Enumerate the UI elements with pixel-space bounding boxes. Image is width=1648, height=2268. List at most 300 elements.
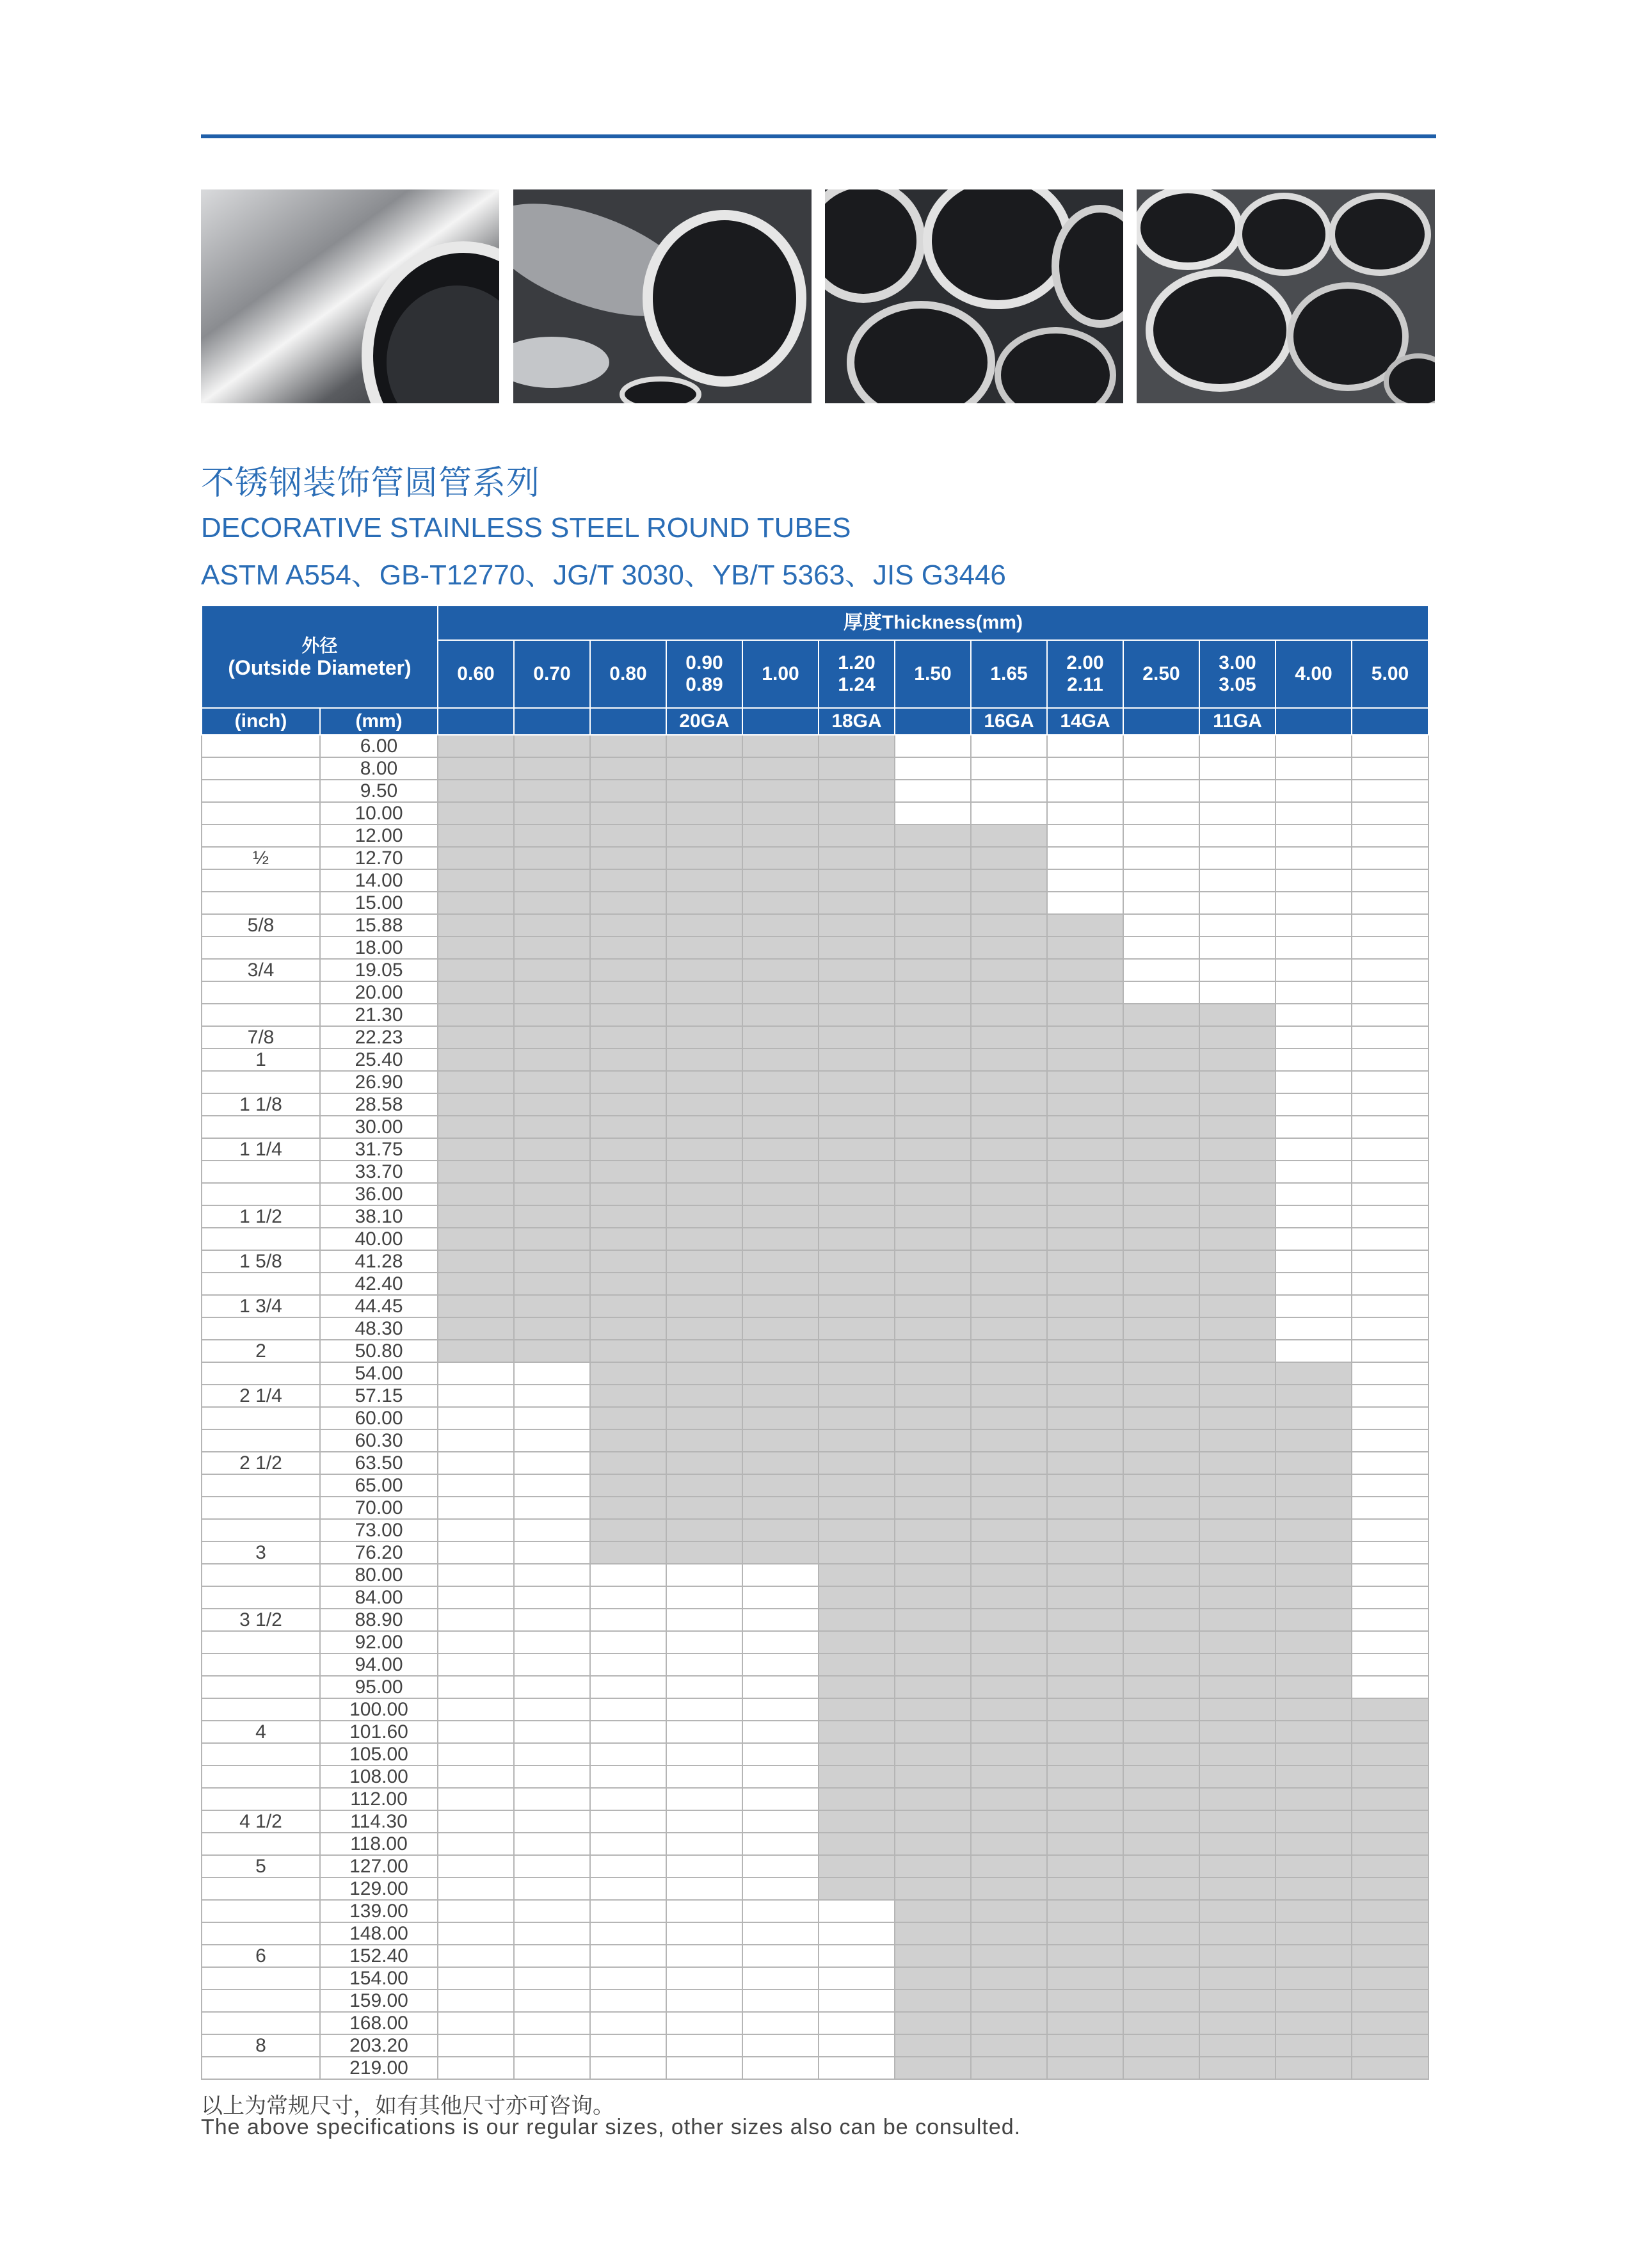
unavailable-cell	[895, 735, 971, 757]
unavailable-cell	[514, 1407, 590, 1429]
available-cell	[971, 1631, 1047, 1653]
available-cell	[971, 1452, 1047, 1474]
available-cell	[1047, 1990, 1123, 2012]
unavailable-cell	[1123, 802, 1199, 824]
thickness-col-8	[1047, 640, 1123, 708]
available-cell	[666, 1071, 742, 1093]
unavailable-cell	[1352, 1093, 1428, 1116]
inch-cell	[202, 1900, 320, 1922]
mm-cell: 21.30	[320, 1004, 438, 1026]
unavailable-cell	[514, 1967, 590, 1990]
unavailable-cell	[1276, 1116, 1352, 1138]
available-cell	[666, 1116, 742, 1138]
unavailable-cell	[742, 1788, 819, 1810]
available-cell	[742, 1049, 819, 1071]
table-row	[202, 1385, 1428, 1407]
available-cell	[514, 1273, 590, 1295]
mm-cell: 65.00	[320, 1474, 438, 1497]
unavailable-cell	[514, 1362, 590, 1385]
available-cell	[1276, 1586, 1352, 1609]
table-row	[202, 1833, 1428, 1855]
available-cell	[1352, 1855, 1428, 1878]
available-cell	[895, 1900, 971, 1922]
available-cell	[438, 1161, 514, 1183]
thickness-value: 0.80	[609, 663, 647, 684]
available-cell	[1276, 1743, 1352, 1765]
available-cell	[1123, 1004, 1199, 1026]
unavailable-cell	[438, 1922, 514, 1945]
table-row	[202, 1407, 1428, 1429]
available-cell	[895, 1609, 971, 1631]
unavailable-cell	[1199, 824, 1276, 847]
available-cell	[666, 1228, 742, 1250]
inch-cell	[202, 1676, 320, 1698]
unavailable-cell	[666, 1922, 742, 1945]
available-cell	[1047, 1183, 1123, 1205]
available-cell	[1276, 1698, 1352, 1721]
available-cell	[971, 1228, 1047, 1250]
unavailable-cell	[514, 1900, 590, 1922]
tube-photo-4	[1137, 189, 1435, 403]
available-cell	[514, 981, 590, 1004]
available-cell	[438, 1228, 514, 1250]
unavailable-cell	[514, 1765, 590, 1788]
available-cell	[971, 1810, 1047, 1833]
table-row	[202, 1698, 1428, 1721]
available-cell	[742, 1250, 819, 1273]
available-cell	[1047, 1788, 1123, 1810]
mm-cell: 57.15	[320, 1385, 438, 1407]
mm-cell: 38.10	[320, 1205, 438, 1228]
available-cell	[895, 1116, 971, 1138]
available-cell	[1047, 1295, 1123, 1317]
table-row	[202, 2034, 1428, 2057]
mm-cell: 14.00	[320, 869, 438, 892]
mm-cell: 70.00	[320, 1497, 438, 1519]
available-cell	[742, 1161, 819, 1183]
inch-cell	[202, 1967, 320, 1990]
table-row	[202, 1743, 1428, 1765]
available-cell	[590, 1429, 666, 1452]
available-cell	[590, 1161, 666, 1183]
available-cell	[666, 914, 742, 937]
unavailable-cell	[1199, 892, 1276, 914]
available-cell	[1047, 2012, 1123, 2034]
available-cell	[666, 1183, 742, 1205]
inch-cell	[202, 892, 320, 914]
thickness-col-1	[514, 640, 590, 708]
unavailable-cell	[514, 1474, 590, 1497]
available-cell	[514, 1183, 590, 1205]
available-cell	[1047, 1116, 1123, 1138]
unavailable-cell	[590, 1631, 666, 1653]
unavailable-cell	[742, 1945, 819, 1967]
table-row	[202, 869, 1428, 892]
available-cell	[1123, 1833, 1199, 1855]
available-cell	[590, 1497, 666, 1519]
mm-cell: 44.45	[320, 1295, 438, 1317]
available-cell	[742, 1541, 819, 1564]
table-row	[202, 1474, 1428, 1497]
available-cell	[895, 1205, 971, 1228]
available-cell	[971, 1161, 1047, 1183]
available-cell	[895, 1161, 971, 1183]
available-cell	[895, 1183, 971, 1205]
unavailable-cell	[1276, 802, 1352, 824]
unavailable-cell	[590, 2057, 666, 2079]
available-cell	[819, 1004, 895, 1026]
mm-cell: 92.00	[320, 1631, 438, 1653]
mm-cell: 159.00	[320, 1990, 438, 2012]
available-cell	[666, 802, 742, 824]
available-cell	[1123, 2034, 1199, 2057]
available-cell	[1276, 2057, 1352, 2079]
available-cell	[666, 937, 742, 959]
unavailable-cell	[1199, 914, 1276, 937]
available-cell	[819, 1138, 895, 1161]
available-cell	[971, 1116, 1047, 1138]
table-row	[202, 1250, 1428, 1273]
thickness-value-alt: 3.05	[1219, 674, 1256, 695]
available-cell	[666, 1497, 742, 1519]
available-cell	[1047, 1138, 1123, 1161]
available-cell	[666, 892, 742, 914]
available-cell	[819, 1273, 895, 1295]
available-cell	[819, 1878, 895, 1900]
table-row	[202, 1429, 1428, 1452]
inch-cell	[202, 1922, 320, 1945]
inch-cell: 1	[202, 1049, 320, 1071]
available-cell	[1199, 1721, 1276, 1743]
unavailable-cell	[666, 1945, 742, 1967]
available-cell	[438, 1071, 514, 1093]
available-cell	[1276, 1541, 1352, 1564]
unavailable-cell	[819, 1967, 895, 1990]
available-cell	[971, 1765, 1047, 1788]
available-cell	[1123, 1586, 1199, 1609]
thickness-value: 2.50	[1142, 663, 1180, 684]
available-cell	[1047, 981, 1123, 1004]
available-cell	[1352, 1922, 1428, 1945]
unavailable-cell	[1352, 1116, 1428, 1138]
inch-cell	[202, 1765, 320, 1788]
available-cell	[971, 937, 1047, 959]
available-cell	[1123, 1385, 1199, 1407]
available-cell	[895, 959, 971, 981]
available-cell	[895, 1138, 971, 1161]
available-cell	[971, 1609, 1047, 1631]
available-cell	[819, 1788, 895, 1810]
available-cell	[590, 1004, 666, 1026]
gauge-cell-12	[1352, 708, 1428, 735]
unavailable-cell	[1123, 824, 1199, 847]
unavailable-cell	[742, 1586, 819, 1609]
available-cell	[590, 824, 666, 847]
table-row	[202, 1564, 1428, 1586]
available-cell	[1047, 1497, 1123, 1519]
unavailable-cell	[1047, 780, 1123, 802]
table-row	[202, 1228, 1428, 1250]
thickness-col-5	[819, 640, 895, 708]
available-cell	[438, 824, 514, 847]
available-cell	[742, 735, 819, 757]
available-cell	[438, 1049, 514, 1071]
od-header-en: (Outside Diameter)	[228, 656, 412, 679]
available-cell	[971, 847, 1047, 869]
available-cell	[971, 1967, 1047, 1990]
inch-cell	[202, 757, 320, 780]
unavailable-cell	[590, 1721, 666, 1743]
table-row	[202, 1541, 1428, 1564]
available-cell	[590, 892, 666, 914]
available-cell	[1276, 1474, 1352, 1497]
unavailable-cell	[438, 1385, 514, 1407]
unavailable-cell	[514, 1519, 590, 1541]
unavailable-cell	[1352, 1317, 1428, 1340]
available-cell	[1047, 1609, 1123, 1631]
unavailable-cell	[1276, 1250, 1352, 1273]
available-cell	[895, 869, 971, 892]
mm-cell: 26.90	[320, 1071, 438, 1093]
inch-cell	[202, 824, 320, 847]
unavailable-cell	[1123, 847, 1199, 869]
thickness-value: 0.90	[685, 652, 723, 673]
available-cell	[438, 981, 514, 1004]
available-cell	[819, 1026, 895, 1049]
unavailable-cell	[1352, 1429, 1428, 1452]
available-cell	[1123, 1093, 1199, 1116]
available-cell	[742, 1273, 819, 1295]
available-cell	[895, 1564, 971, 1586]
available-cell	[1199, 1922, 1276, 1945]
available-cell	[819, 937, 895, 959]
inch-cell	[202, 1273, 320, 1295]
unavailable-cell	[514, 1429, 590, 1452]
available-cell	[1199, 2012, 1276, 2034]
unavailable-cell	[1352, 1497, 1428, 1519]
top-rule	[201, 134, 1436, 138]
available-cell	[1276, 1900, 1352, 1922]
unavailable-cell	[1276, 937, 1352, 959]
inch-cell	[202, 1833, 320, 1855]
unavailable-cell	[514, 1990, 590, 2012]
available-cell	[742, 1295, 819, 1317]
unavailable-cell	[438, 1586, 514, 1609]
available-cell	[514, 869, 590, 892]
unavailable-cell	[895, 780, 971, 802]
available-cell	[514, 892, 590, 914]
available-cell	[971, 1721, 1047, 1743]
inch-cell	[202, 869, 320, 892]
unavailable-cell	[1276, 959, 1352, 981]
available-cell	[590, 937, 666, 959]
unavailable-cell	[1352, 1474, 1428, 1497]
available-cell	[1276, 1653, 1352, 1676]
standards-line: ASTM A554、GB-T12770、JG/T 3030、YB/T 5363、JIS G3446	[201, 559, 1006, 591]
available-cell	[895, 1026, 971, 1049]
available-cell	[1199, 1161, 1276, 1183]
available-cell	[895, 1653, 971, 1676]
available-cell	[1123, 1205, 1199, 1228]
available-cell	[514, 1071, 590, 1093]
unavailable-cell	[666, 2057, 742, 2079]
available-cell	[1047, 1071, 1123, 1093]
available-cell	[742, 1452, 819, 1474]
available-cell	[895, 892, 971, 914]
unavailable-cell	[1352, 802, 1428, 824]
available-cell	[819, 869, 895, 892]
mm-cell: 12.70	[320, 847, 438, 869]
available-cell	[666, 1026, 742, 1049]
available-cell	[742, 1026, 819, 1049]
unavailable-cell	[514, 1810, 590, 1833]
available-cell	[1276, 2034, 1352, 2057]
unavailable-cell	[514, 1945, 590, 1967]
available-cell	[590, 1385, 666, 1407]
available-cell	[1047, 1026, 1123, 1049]
available-cell	[1047, 1676, 1123, 1698]
unavailable-cell	[1352, 1609, 1428, 1631]
available-cell	[971, 1138, 1047, 1161]
available-cell	[819, 1765, 895, 1788]
available-cell	[1199, 1407, 1276, 1429]
unavailable-cell	[1352, 1541, 1428, 1564]
unavailable-cell	[1123, 757, 1199, 780]
unavailable-cell	[666, 1900, 742, 1922]
mm-cell: 12.00	[320, 824, 438, 847]
available-cell	[1276, 1990, 1352, 2012]
available-cell	[895, 914, 971, 937]
unavailable-cell	[590, 1878, 666, 1900]
available-cell	[895, 1990, 971, 2012]
unavailable-cell	[1199, 937, 1276, 959]
available-cell	[819, 892, 895, 914]
inch-cell: 7/8	[202, 1026, 320, 1049]
available-cell	[1123, 1452, 1199, 1474]
gauge-cell-3: 20GA	[666, 708, 742, 735]
unavailable-cell	[1352, 1385, 1428, 1407]
inch-cell: 5/8	[202, 914, 320, 937]
unavailable-cell	[438, 1765, 514, 1788]
mm-cell: 6.00	[320, 735, 438, 757]
available-cell	[1352, 2034, 1428, 2057]
available-cell	[1199, 1340, 1276, 1362]
available-cell	[1047, 1743, 1123, 1765]
available-cell	[590, 1071, 666, 1093]
mm-cell: 95.00	[320, 1676, 438, 1698]
available-cell	[1199, 1833, 1276, 1855]
inch-cell: 8	[202, 2034, 320, 2057]
available-cell	[1276, 1855, 1352, 1878]
available-cell	[895, 1855, 971, 1878]
available-cell	[1199, 1519, 1276, 1541]
thickness-value-alt: 0.89	[685, 674, 723, 695]
available-cell	[1199, 1049, 1276, 1071]
available-cell	[590, 1295, 666, 1317]
thickness-col-6	[895, 640, 971, 708]
thickness-col-3	[666, 640, 742, 708]
available-cell	[1123, 1183, 1199, 1205]
inch-cell	[202, 1474, 320, 1497]
available-cell	[1199, 1474, 1276, 1497]
mm-cell: 76.20	[320, 1541, 438, 1564]
available-cell	[1047, 2057, 1123, 2079]
available-cell	[1276, 1452, 1352, 1474]
available-cell	[1047, 1721, 1123, 1743]
available-cell	[1123, 2012, 1199, 2034]
unavailable-cell	[742, 1653, 819, 1676]
unavailable-cell	[1352, 1519, 1428, 1541]
available-cell	[971, 1385, 1047, 1407]
unavailable-cell	[438, 1609, 514, 1631]
inch-cell	[202, 1116, 320, 1138]
mm-cell: 118.00	[320, 1833, 438, 1855]
unavailable-cell	[438, 1721, 514, 1743]
available-cell	[438, 847, 514, 869]
available-cell	[1199, 1295, 1276, 1317]
available-cell	[590, 1273, 666, 1295]
available-cell	[895, 1407, 971, 1429]
available-cell	[895, 1788, 971, 1810]
available-cell	[1047, 1586, 1123, 1609]
available-cell	[1047, 959, 1123, 981]
available-cell	[895, 1452, 971, 1474]
available-cell	[1123, 1676, 1199, 1698]
tube-photo-1	[201, 189, 499, 403]
available-cell	[590, 1116, 666, 1138]
available-cell	[819, 1855, 895, 1878]
available-cell	[819, 1205, 895, 1228]
available-cell	[666, 1429, 742, 1452]
available-cell	[1352, 1698, 1428, 1721]
inch-cell: 1 3/4	[202, 1295, 320, 1317]
available-cell	[971, 1519, 1047, 1541]
unavailable-cell	[1047, 847, 1123, 869]
available-cell	[895, 1586, 971, 1609]
unavailable-cell	[1123, 780, 1199, 802]
available-cell	[666, 824, 742, 847]
tube-photo-2	[513, 189, 812, 403]
available-cell	[1047, 1878, 1123, 1900]
available-cell	[1123, 1497, 1199, 1519]
unavailable-cell	[666, 1878, 742, 1900]
unavailable-cell	[1352, 1228, 1428, 1250]
inch-cell	[202, 1519, 320, 1541]
unavailable-cell	[742, 1878, 819, 1900]
available-cell	[1047, 1855, 1123, 1878]
available-cell	[1047, 1049, 1123, 1071]
available-cell	[1199, 1026, 1276, 1049]
available-cell	[1123, 1743, 1199, 1765]
available-cell	[819, 1653, 895, 1676]
available-cell	[514, 1228, 590, 1250]
available-cell	[1199, 1004, 1276, 1026]
available-cell	[438, 1026, 514, 1049]
unavailable-cell	[1047, 802, 1123, 824]
table-row	[202, 757, 1428, 780]
available-cell	[1199, 1586, 1276, 1609]
available-cell	[438, 735, 514, 757]
unavailable-cell	[1123, 959, 1199, 981]
unavailable-cell	[438, 1743, 514, 1765]
unavailable-cell	[438, 1878, 514, 1900]
unavailable-cell	[1276, 981, 1352, 1004]
unavailable-cell	[1352, 892, 1428, 914]
available-cell	[666, 1093, 742, 1116]
available-cell	[895, 1228, 971, 1250]
footnote-cn: 以上为常规尺寸，如有其他尺寸亦可咨询。	[201, 2093, 614, 2119]
table-row	[202, 1093, 1428, 1116]
